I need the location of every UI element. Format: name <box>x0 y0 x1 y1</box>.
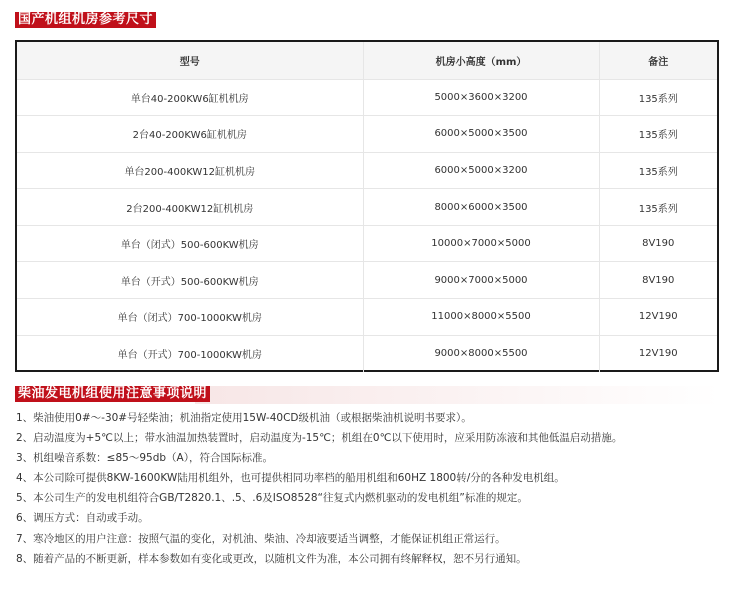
cell-model: 单台（闭式）700-1000KW机房 <box>17 299 363 336</box>
cell-model: 单台200-400KW12缸机机房 <box>17 152 363 189</box>
list-item: 7、寒冷地区的用户注意：按照气温的变化，对机油、柴油、冷却液要适当调整，才能保证机组正常运行。 <box>16 532 506 545</box>
cell-dimensions: 5000×3600×3200 <box>363 79 599 116</box>
list-item: 1、柴油使用0#～-30#号轻柴油；机油指定使用15W-40CD级机油（或根据柴油机说明书要求）。 <box>16 412 472 424</box>
cell-dimensions: 11000×8000×5500 <box>363 299 599 336</box>
section-title-usage-notes: 柴油发电机组使用注意事项说明 <box>15 386 210 402</box>
table-row <box>17 225 717 262</box>
header-min-height: 机房小高度（mm） <box>363 42 599 79</box>
cell-remark: 12V190 <box>638 348 678 360</box>
table-row <box>17 335 717 372</box>
table-header-row <box>17 42 717 79</box>
cell-dimensions: 10000×7000×5000 <box>363 225 599 262</box>
cell-dimensions: 6000×5000×3500 <box>363 116 599 153</box>
cell-model: 单台40-200KW6缸机机房 <box>17 79 363 116</box>
table-row <box>17 79 717 116</box>
cell-remark: 8V190 <box>599 225 717 262</box>
cell-dimensions: 8000×6000×3500 <box>363 189 599 226</box>
cell-remark: 8V190 <box>599 262 717 299</box>
table-row <box>17 299 717 336</box>
list-item: 5、本公司生产的发电机组符合GB/T2820.1、.5、.6及ISO8528“往复式内燃机驱动的发电机组”标准的规定。 <box>16 492 528 505</box>
list-item: 8、随着产品的不断更新，样本参数如有变化或更改，以随机文件为准，本公司拥有终解释权，恕不另行通知。 <box>16 552 527 565</box>
header-model: 型号 <box>17 42 363 79</box>
cell-remark: 135系列 <box>599 152 717 189</box>
table-row <box>17 262 717 299</box>
cell-model: 2台200-400KW12缸机机房 <box>17 189 363 226</box>
cell-remark: 135系列 <box>599 116 717 153</box>
cell-dimensions: 6000×5000×3200 <box>363 152 599 189</box>
cell-model: 2台40-200KW6缸机机房 <box>17 116 363 153</box>
section-title-underlay <box>195 386 720 404</box>
cell-dimensions: 9000×7000×5000 <box>363 262 599 299</box>
table-row <box>17 116 717 153</box>
header-remark: 备注 <box>599 42 717 79</box>
usage-notes-list <box>16 408 726 569</box>
cell-dimensions: 9000×8000×5500 <box>363 335 599 372</box>
list-item: 2、启动温度为+5℃以上；带水油温加热装置时，启动温度为-15℃；机组在0℃以下使用时，应采用防冻液和其他低温启动措施。 <box>16 432 623 445</box>
table-row <box>17 152 717 189</box>
cell-remark: 135系列 <box>599 79 717 116</box>
cell-remark: 135系列 <box>599 189 717 226</box>
room-size-table <box>15 40 719 372</box>
list-item: 3、机组噪音系数：≤85～95db（A），符合国际标准。 <box>16 452 273 465</box>
table-row <box>17 189 717 226</box>
list-item: 6、调压方式：自动或手动。 <box>16 512 149 525</box>
cell-model: 单台（开式）700-1000KW机房 <box>17 335 363 372</box>
section-title-room-size: 国产机组机房参考尺寸 <box>15 12 156 28</box>
list-item: 4、本公司除可提供8KW-1600KW陆用机组外，也可提供相同功率档的船用机组和60HZ 1800转/分的各种发电机组。 <box>16 472 565 485</box>
cell-remark: 12V190 <box>599 299 717 336</box>
cell-model: 单台（开式）500-600KW机房 <box>17 262 363 299</box>
cell-model: 单台（闭式）500-600KW机房 <box>17 225 363 262</box>
